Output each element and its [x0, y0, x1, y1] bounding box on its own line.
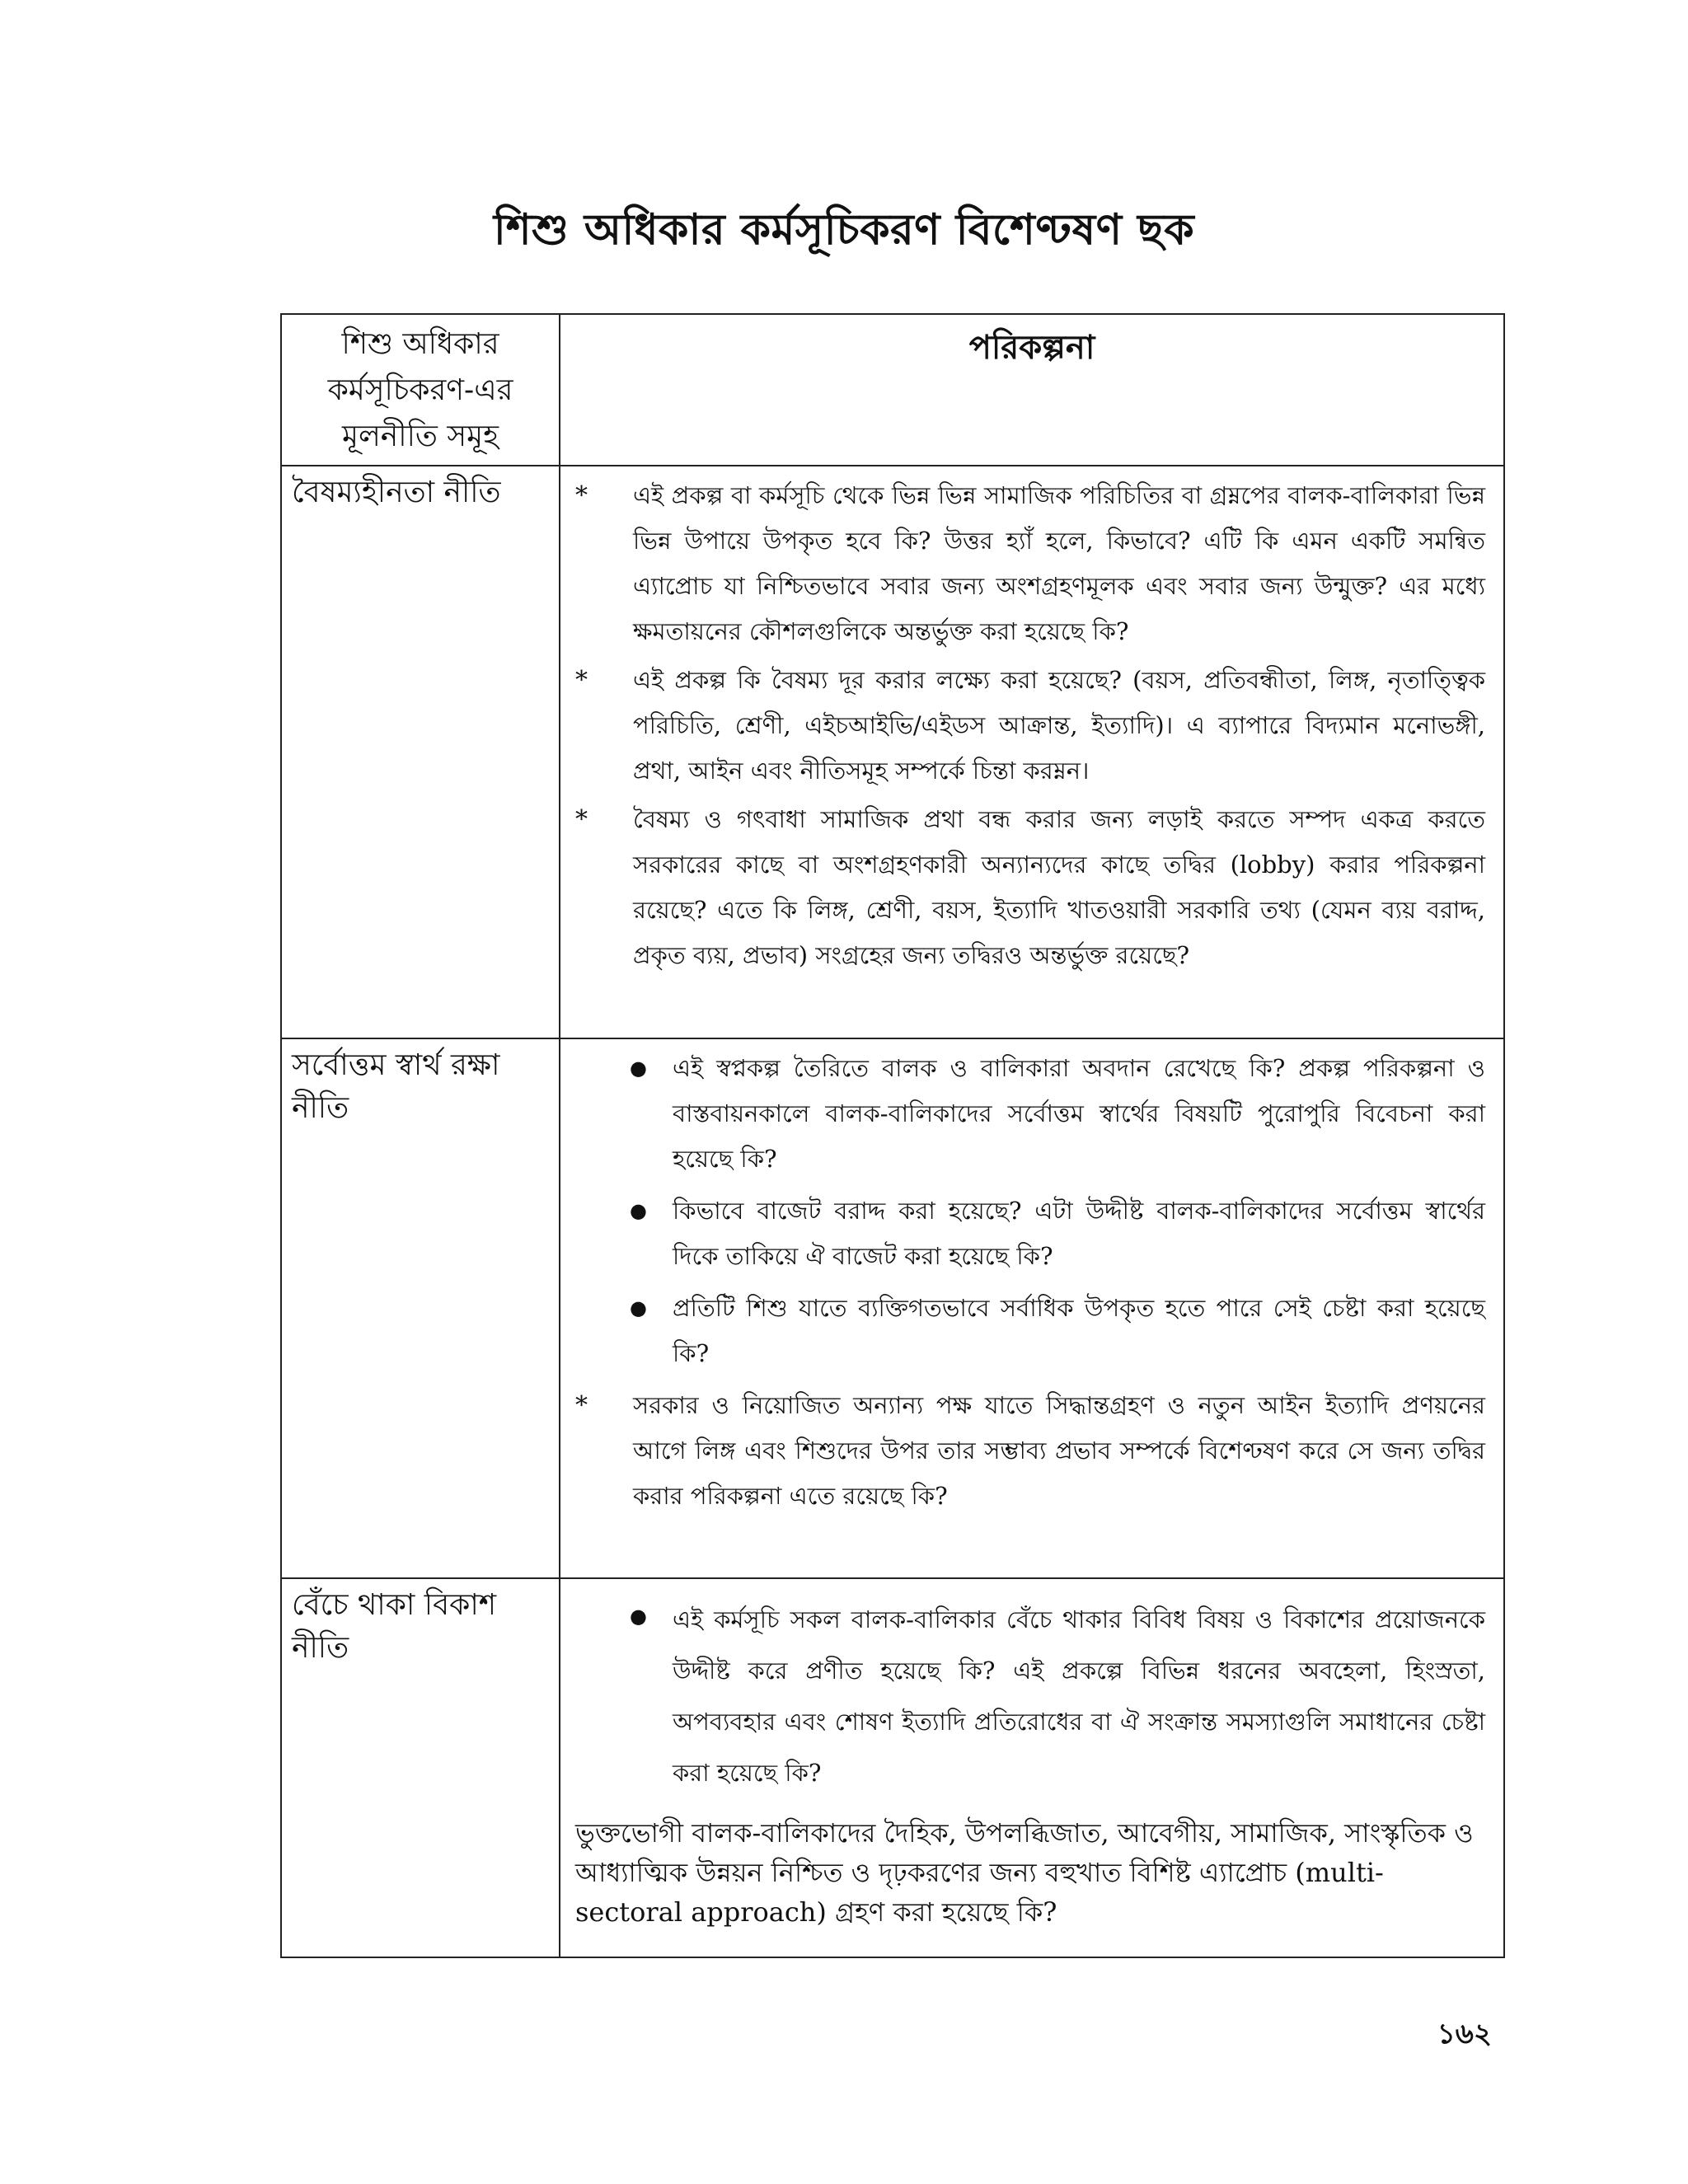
asterisk-marker: * [575, 481, 588, 510]
table-row [281, 1038, 1504, 1578]
bullet-dot-icon: ● [630, 1296, 647, 1319]
asterisk-marker: * [575, 666, 588, 695]
plan-cell [560, 466, 1504, 1038]
item-text: সরকার ও নিয়োজিত অন্যান্য পক্ষ যাতে সিদ্ধান্তগ্রহণ ও নতুন আইন ইত্যাদি প্রণয়নের আগে লিঙ্গ এবং শিশুদের উপর তার সম্ভাব্য প্রভাব সম্পর্কে বিশেণ্ঢষণ করে সে জন্য তদ্বির করার পরিকল্পনা এতে রয়েছে কি? [633, 1391, 1485, 1510]
list-item [575, 1383, 1485, 1519]
bullet-dot-icon: ● [630, 1605, 647, 1628]
principle-cell: সর্বোত্তম স্বার্থ রক্ষা নীতি [281, 1038, 560, 1578]
principle-cell: বেঁচে থাকা বিকাশ নীতি [281, 1578, 560, 1957]
plan-cell [560, 1038, 1504, 1578]
list-item [575, 797, 1485, 978]
bullet-dot-icon: ● [630, 1199, 647, 1222]
asterisk-marker: * [575, 805, 588, 834]
page-title: শিশু অধিকার কর্মসূচিকরণ বিশেণ্ঢষণ ছক [493, 204, 1195, 255]
plan-cell [560, 1578, 1504, 1957]
header-principles: শিশু অধিকার কর্মসূচিকরণ-এর মূলনীতি সমূহ [281, 314, 560, 466]
item-text: প্রতিটি শিশু যাতে ব্যক্তিগতভাবে সর্বাধিক উপকৃত হতে পারে সেই চেষ্টা করা হয়েছে কি? [673, 1294, 1485, 1367]
table-header-row [281, 314, 1504, 466]
item-text: এই প্রকল্প কি বৈষম্য দূর করার লক্ষ্যে করা হয়েছে? (বয়স, প্রতিবন্ধীতা, লিঙ্গ, নৃতাত্ত্বিক পরিচিতি, শ্রেণী, এইচআইভি/এইডস আক্রান্ত, ইত্যাদি)। এ ব্যাপারে বিদ্যমান মনোভঙ্গী, প্রথা, আইন এবং নীতিসমূহ সম্পর্কে চিন্তা করম্নন। [633, 666, 1485, 785]
list-item [575, 473, 1485, 654]
item-text: এই স্বপ্নকল্প তৈরিতে বালক ও বালিকারা অবদান রেখেছে কি? প্রকল্প পরিকল্পনা ও বাস্তবায়নকালে বালক-বালিকাদের সর্বোত্তম স্বার্থের বিষয়টি পুরোপুরি বিবেচনা করা হয়েছে কি? [673, 1054, 1485, 1173]
page-number: ১৬২ [1437, 2018, 1492, 2050]
table-row [281, 1578, 1504, 1957]
asterisk-marker: * [575, 1391, 588, 1420]
item-text: বৈষম্য ও গৎবাধা সামাজিক প্রথা বন্ধ করার জন্য লড়াই করতে সম্পদ একত্র করতে সরকারের কাছে বা অংশগ্রহণকারী অন্যান্যদের কাছে তদ্বির (lobby) করার পরিকল্পনা রয়েছে? এতে কি লিঙ্গ, শ্রেণী, বয়স, ইত্যাদি খাতওয়ারী সরকারি তথ্য (যেমন ব্যয় বরাদ্দ, প্রকৃত ব্যয়, প্রভাব) সংগ্রহের জন্য তদ্বিরও অন্তর্ভুক্ত রয়েছে? [633, 805, 1485, 969]
paragraph-text: ভুক্তভোগী বালক-বালিকাদের দৈহিক, উপলব্ধিজাত, আবেগীয়, সামাজিক, সাংস্কৃতিক ও আধ্যাত্মিক উন্নয়ন নিশ্চিত ও দৃঢ়করণের জন্য বহুখাত বিশিষ্ট এ্যাপ্রোচ (multi-sectoral approach) গ্রহণ করা হয়েছে কি? [575, 1817, 1474, 1928]
list-item [623, 1046, 1485, 1182]
header-plan: পরিকল্পনা [560, 314, 1504, 466]
bullet-dot-icon: ● [630, 1057, 647, 1080]
item-text: এই প্রকল্প বা কর্মসূচি থেকে ভিন্ন ভিন্ন সামাজিক পরিচিতির বা গ্রম্নপের বালক-বালিকারা ভিন্ন ভিন্ন উপায়ে উপকৃত হবে কি? উত্তর হ্যাঁ হলে, কিভাবে? এটি কি এমন একটি সমন্বিত এ্যাপ্রোচ যা নিশ্চিতভাবে সবার জন্য অংশগ্রহণমূলক এবং সবার জন্য উন্মুক্ত? এর মধ্যে ক্ষমতায়নের কৌশলগুলিকে অন্তর্ভুক্ত করা হয়েছে কি? [633, 481, 1485, 645]
checklist-table [280, 313, 1505, 1958]
list-item [575, 658, 1485, 794]
list-item [623, 1286, 1485, 1376]
principle-cell: বৈষম্যহীনতা নীতি [281, 466, 560, 1038]
item-text: কিভাবে বাজেট বরাদ্দ করা হয়েছে? এটা উদ্দীষ্ট বালক-বালিকাদের সর্বোত্তম স্বার্থের দিকে তাকিয়ে ঐ বাজেট করা হয়েছে কি? [673, 1197, 1485, 1270]
list-item [623, 1188, 1485, 1279]
list-item [623, 1594, 1485, 1798]
table-row [281, 466, 1504, 1038]
item-text: এই কর্মসূচি সকল বালক-বালিকার বেঁচে থাকার বিবিধ বিষয় ও বিকাশের প্রয়োজনকে উদ্দীষ্ট করে প্রণীত হয়েছে কি? এই প্রকল্পে বিভিন্ন ধরনের অবহেলা, হিংস্রতা, অপব্যবহার এবং শোষণ ইত্যাদি প্রতিরোধের বা ঐ সংক্রান্ত সমস্যাগুলি সমাধানের চেষ্টা করা হয়েছে কি? [673, 1605, 1485, 1787]
